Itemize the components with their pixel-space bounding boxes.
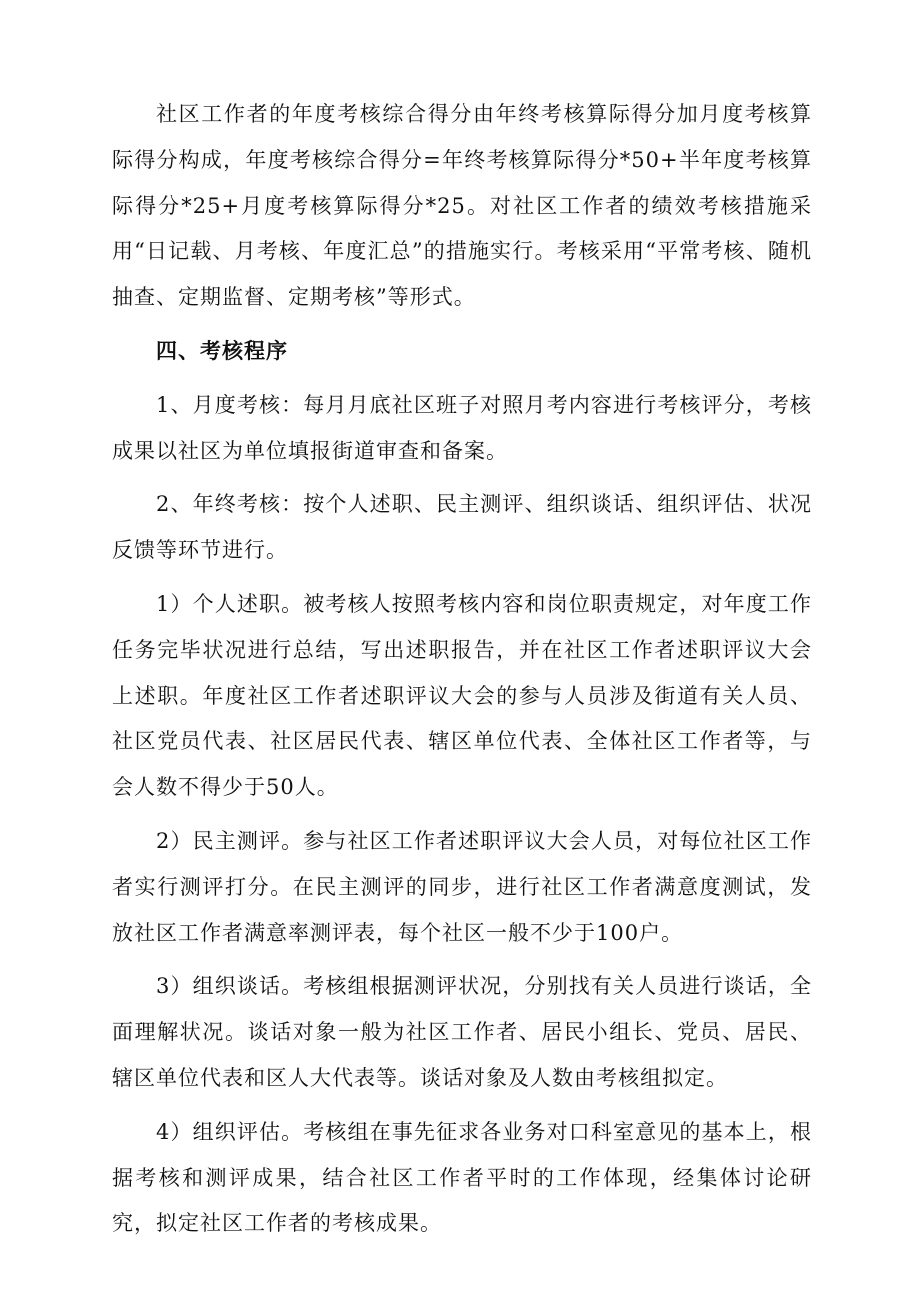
- document-body: [112, 92, 812, 1255]
- paragraph-personal-report: 1）个人述职。被考核人按照考核内容和岗位职责规定，对年度工作任务完毕状况进行总结，写出述职报告，并在社区工作者述职评议大会上述职。年度社区工作者述职评议大会的参与人员涉及街道有关人员、社区党员代表、社区居民代表、辖区单位代表、全体社区工作者等，与会人数不得少于50人。: [112, 591, 812, 800]
- paragraph-annual-review: 2、年终考核：按个人述职、民主测评、组织谈话、组织评估、状况反馈等环节进行。: [112, 492, 812, 563]
- paragraph-organized-assessment: 4）组织评估。考核组在事先征求各业务对口科室意见的基本上，根据考核和测评成果，结合社区工作者平时的工作体现，经集体讨论研究，拟定社区工作者的考核成果。: [112, 1119, 812, 1236]
- paragraph-monthly-review: 1、月度考核：每月月底社区班子对照月考内容进行考核评分，考核成果以社区为单位填报街道审查和备案。: [112, 392, 812, 463]
- paragraph-democratic-evaluation: 2）民主测评。参与社区工作者述职评议大会人员，对每位社区工作者实行测评打分。在民主测评的同步，进行社区工作者满意度测试，发放社区工作者满意率测评表，每个社区一般不少于100户。: [112, 828, 812, 945]
- paragraph-evaluation-score: 社区工作者的年度考核综合得分由年终考核算际得分加月度考核算际得分构成，年度考核综合得分=年终考核算际得分*50+半年度考核算际得分*25+月度考核算际得分*25。对社区工作者的绩效考核措施采用“日记载、月考核、年度汇总”的措施实行。考核采用“平常考核、随机抽查、定期监督、定期考核”等形式。: [112, 102, 812, 310]
- paragraph-organized-interview: 3）组织谈话。考核组根据测评状况，分别找有关人员进行谈话，全面理解状况。谈话对象一般为社区工作者、居民小组长、党员、居民、辖区单位代表和区人大代表等。谈话对象及人数由考核组拟定。: [112, 974, 812, 1090]
- section-heading-procedure: 四、考核程序: [156, 338, 288, 363]
